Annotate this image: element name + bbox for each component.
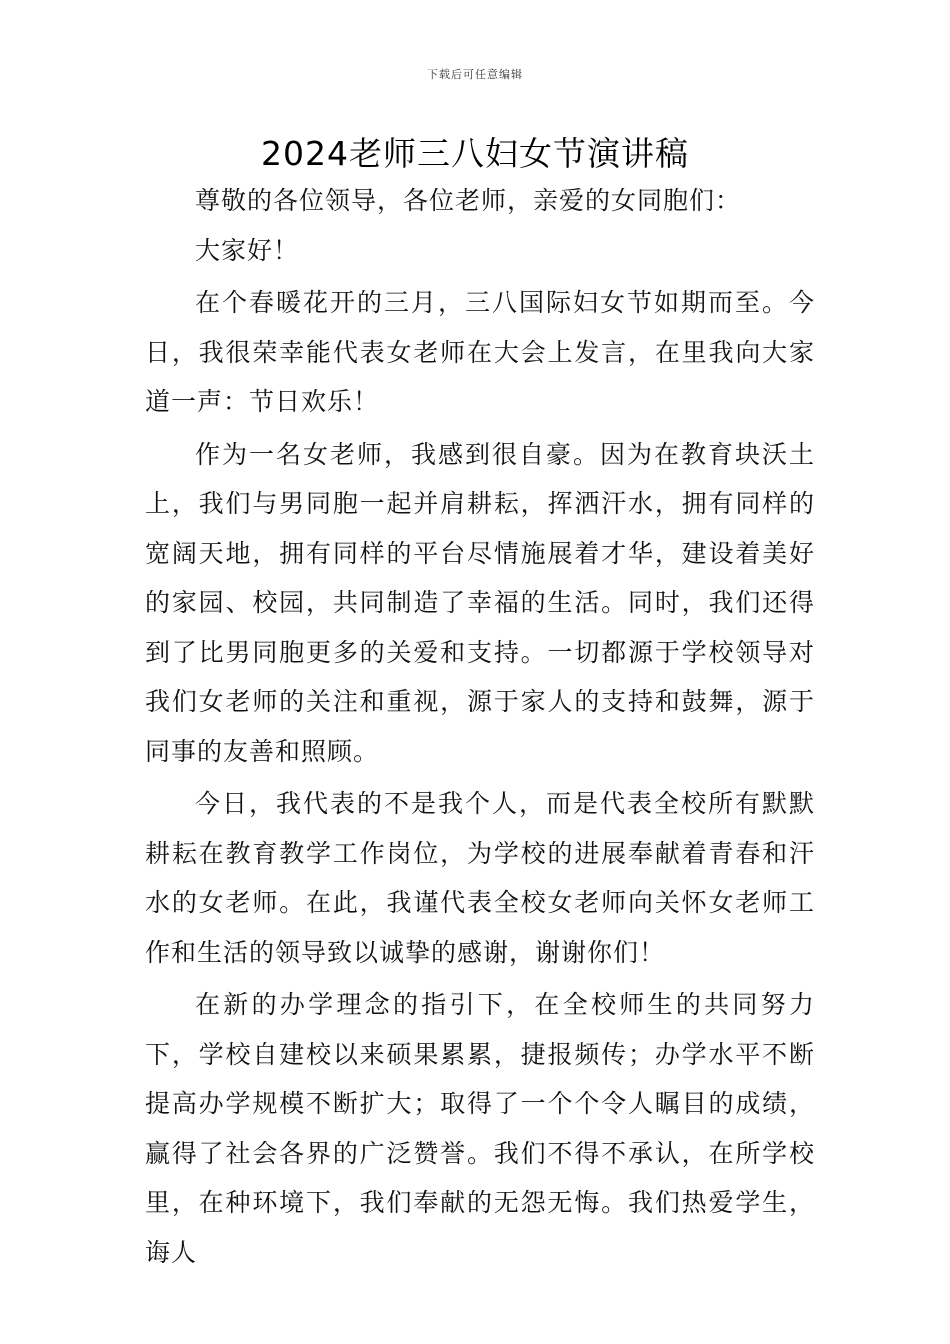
- download-note: 下载后可任意编辑: [427, 68, 523, 81]
- body-paragraph-4: 在新的办学理念的指引下，在全校师生的共同努力下，学校自建校以来硕果累累，捷报频传；办学水平不断提高办学规模不断扩大；取得了一个个令人瞩目的成绩，赢得了社会各界的广泛赞誉。我们不得不承认，在所学校里，在种环境下，我们奉献的无怨无悔。我们热爱学生，诲人: [145, 990, 815, 1267]
- document-title: 2024老师三八妇女节演讲稿: [261, 134, 689, 173]
- body-paragraph-2: 作为一名女老师，我感到很自豪。因为在教育块沃土上，我们与男同胞一起并肩耕耘，挥洒汗水，拥有同样的宽阔天地，拥有同样的平台尽情施展着才华，建设着美好的家园、校园，共同制造了幸福的生活。同时，我们还得到了比男同胞更多的关爱和支持。一切都源于学校领导对我们女老师的关注和重视，源于家人的支持和鼓舞，源于同事的友善和照顾。: [145, 439, 815, 766]
- document-body: [145, 176, 815, 1277]
- body-paragraph-3: 今日，我代表的不是我个人，而是代表全校所有默默耕耘在教育教学工作岗位，为学校的进展奉献着青春和汗水的女老师。在此，我谨代表全校女老师向关怀女老师工作和生活的领导致以诚挚的感谢，谢谢你们！: [145, 789, 815, 967]
- body-paragraph-1: 在个春暖花开的三月，三八国际妇女节如期而至。今日，我很荣幸能代表女老师在大会上发言，在里我向大家道一声：节日欢乐！: [145, 288, 815, 416]
- salutation-paragraph: 尊敬的各位领导，各位老师，亲爱的女同胞们：: [195, 186, 742, 215]
- greeting-paragraph: 大家好！: [195, 235, 300, 265]
